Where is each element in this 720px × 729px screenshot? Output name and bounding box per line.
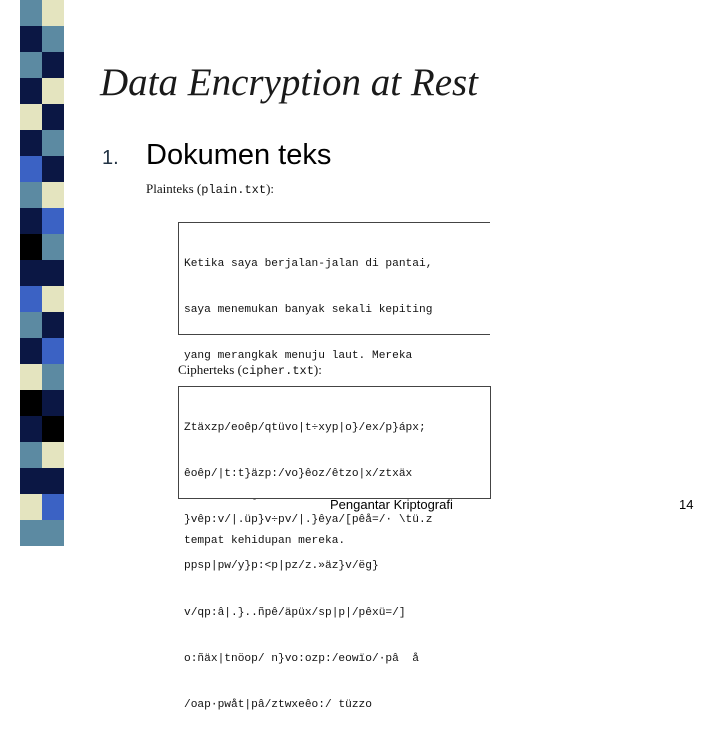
plaintext-label-suffix: ): bbox=[266, 181, 275, 196]
stripe-square bbox=[42, 338, 64, 364]
stripe-square bbox=[20, 468, 42, 494]
stripe-square bbox=[42, 442, 64, 468]
stripe-square bbox=[42, 364, 64, 390]
stripe-square bbox=[20, 234, 42, 260]
ciphertext-line: ppsp|pw/y}p:<p|pz/z.»äz}v/ëg} bbox=[184, 560, 379, 573]
ciphertext-line: v/qp:â|.}..ñpê/äpüx/sp|p|/pêxü=/] bbox=[184, 606, 406, 619]
stripe-square bbox=[20, 78, 42, 104]
ciphertext-line: /oap·pwåt|pâ/ztwxeêo:/ tüzzo bbox=[184, 699, 372, 712]
plaintext-line: tempat kehidupan mereka. bbox=[184, 535, 346, 548]
decorative-stripe bbox=[0, 0, 65, 540]
stripe-square bbox=[42, 468, 64, 494]
stripe-square bbox=[42, 104, 64, 130]
stripe-square bbox=[20, 286, 42, 312]
plaintext-label bbox=[146, 181, 274, 197]
stripe-square bbox=[42, 156, 64, 182]
stripe-square bbox=[20, 0, 42, 26]
ciphertext-line: }vêp:v/|.üp}v÷pv/|.}êya/[pêå=/· \tü.z bbox=[184, 514, 433, 527]
stripe-square bbox=[20, 442, 42, 468]
ciphertext-line: Ztäxzp/eoêp/qtüvo|t÷xyp|o}/ex/p}ápx; bbox=[184, 421, 426, 434]
ciphertext-line: o:ñäx|tnöop/ n}vo:ozp:/eowïo/·pâ å bbox=[184, 652, 419, 665]
stripe-square bbox=[42, 182, 64, 208]
page-number: 14 bbox=[679, 497, 694, 512]
stripe-square bbox=[20, 364, 42, 390]
stripe-square bbox=[20, 208, 42, 234]
stripe-square bbox=[42, 286, 64, 312]
ciphertext-line: êoêp/|t:t}äzp:/vo}êoz/êtzo|x/ztxäx bbox=[184, 468, 413, 481]
stripe-square bbox=[42, 78, 64, 104]
stripe-square bbox=[42, 26, 64, 52]
plaintext-line: saya menemukan banyak sekali kepiting bbox=[184, 304, 433, 317]
stripe-square bbox=[42, 208, 64, 234]
stripe-square bbox=[42, 234, 64, 260]
stripe-square bbox=[42, 390, 64, 416]
stripe-square bbox=[20, 312, 42, 338]
stripe-square bbox=[42, 494, 64, 520]
slide-title: Data Encryption at Rest bbox=[100, 61, 479, 104]
stripe-square bbox=[42, 0, 64, 26]
plaintext-label-prefix: Plainteks ( bbox=[146, 181, 202, 196]
plaintext-filename: plain.txt bbox=[201, 183, 267, 197]
stripe-square bbox=[20, 26, 42, 52]
footer-text: Pengantar Kriptografi bbox=[330, 497, 453, 512]
stripe-square bbox=[20, 130, 42, 156]
bullet-number: 1. bbox=[102, 147, 119, 169]
ciphertext-label-prefix: Cipherteks ( bbox=[178, 362, 242, 377]
ciphertext-filename: cipher.txt bbox=[241, 364, 314, 378]
stripe-square bbox=[20, 156, 42, 182]
stripe-square bbox=[42, 312, 64, 338]
stripe-square bbox=[20, 416, 42, 442]
stripe-square bbox=[20, 104, 42, 130]
stripe-square bbox=[20, 390, 42, 416]
plaintext-line: Ketika saya berjalan-jalan di pantai, bbox=[184, 257, 433, 270]
ciphertext-label bbox=[178, 362, 322, 378]
stripe-square bbox=[20, 260, 42, 286]
stripe-square bbox=[42, 260, 64, 286]
stripe-square bbox=[42, 416, 64, 442]
bullet-text: Dokumen teks bbox=[146, 139, 332, 171]
stripe-square bbox=[42, 520, 64, 546]
stripe-square bbox=[20, 494, 42, 520]
stripe-square bbox=[20, 338, 42, 364]
stripe-square bbox=[42, 52, 64, 78]
ciphertext-label-suffix: ): bbox=[313, 362, 322, 377]
plaintext-line: yang merangkak menuju laut. Mereka bbox=[184, 350, 413, 363]
stripe-square bbox=[20, 52, 42, 78]
stripe-square bbox=[20, 182, 42, 208]
stripe-square bbox=[20, 520, 42, 546]
stripe-square bbox=[42, 130, 64, 156]
